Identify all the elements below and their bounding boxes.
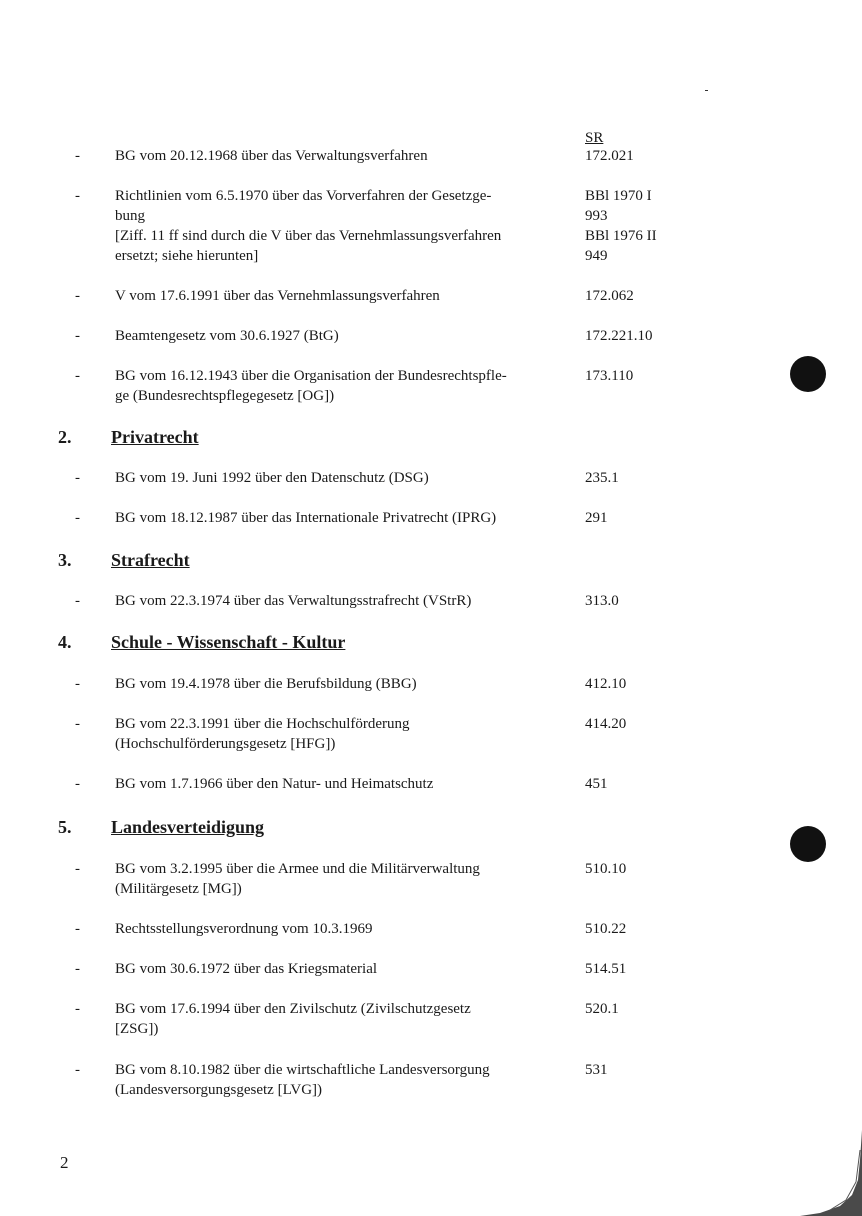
- entry-text: BG vom 19. Juni 1992 über den Datenschutz (DSG): [115, 470, 429, 486]
- dash-bullet: -: [75, 148, 80, 164]
- dash-bullet: -: [75, 716, 80, 732]
- section-title: Privatrecht: [111, 427, 199, 447]
- sr-number: 172.221.10: [585, 328, 653, 344]
- entry-text: Rechtsstellungsverordnung vom 10.3.1969: [115, 921, 373, 937]
- sr-number: 173.110: [585, 368, 634, 384]
- dash-bullet: -: [75, 593, 80, 609]
- entry-text-line: BG vom 8.10.1982 über die wirtschaftliche Landesversorgung: [115, 1062, 490, 1078]
- section-title: Strafrecht: [111, 550, 190, 570]
- sr-number: 510.10: [585, 861, 627, 877]
- scan-corner-shadow: [800, 1120, 862, 1216]
- scan-speck: [705, 90, 708, 91]
- section-title: Schule - Wissenschaft - Kultur: [111, 632, 346, 652]
- entry-text-line: (Landesversorgungsgesetz [LVG]): [115, 1082, 323, 1098]
- section-number: 5.: [58, 817, 72, 837]
- entry-text-line: [ZSG]): [115, 1021, 159, 1037]
- sr-number: 414.20: [585, 716, 627, 732]
- dash-bullet: -: [75, 921, 80, 937]
- dash-bullet: -: [75, 676, 80, 692]
- dash-bullet: -: [75, 1001, 80, 1017]
- dash-bullet: -: [75, 961, 80, 977]
- entry-text-line: bung: [115, 208, 145, 224]
- entry-text-line: BG vom 17.6.1994 über den Zivilschutz (Zivilschutzgesetz: [115, 1001, 471, 1017]
- sr-number: 172.021: [585, 148, 634, 164]
- sr-number: 412.10: [585, 676, 627, 692]
- entry-text: BG vom 30.6.1972 über das Kriegsmaterial: [115, 961, 378, 977]
- entry-text: BG vom 1.7.1966 über den Natur- und Heimatschutz: [115, 776, 434, 792]
- punch-hole-mark: [790, 826, 826, 862]
- entry-text-line: Richtlinien vom 6.5.1970 über das Vorverfahren der Gesetzge-: [115, 188, 492, 204]
- sr-number: 291: [585, 510, 608, 526]
- section-number: 4.: [58, 632, 72, 652]
- sr-number: 451: [585, 776, 608, 792]
- sr-number: 313.0: [585, 593, 619, 609]
- sr-number: 993: [585, 208, 608, 224]
- dash-bullet: -: [75, 288, 80, 304]
- sr-number: 531: [585, 1062, 608, 1078]
- dash-bullet: -: [75, 510, 80, 526]
- dash-bullet: -: [75, 188, 80, 204]
- section-title: Landesverteidigung: [111, 817, 265, 837]
- entry-text: V vom 17.6.1991 über das Vernehmlassungsverfahren: [115, 288, 440, 304]
- dash-bullet: -: [75, 368, 80, 384]
- dash-bullet: -: [75, 470, 80, 486]
- entry-text-line: BG vom 22.3.1991 über die Hochschulförderung: [115, 716, 410, 732]
- page-number: 2: [60, 1153, 69, 1172]
- entry-text: BG vom 19.4.1978 über die Berufsbildung (BBG): [115, 676, 417, 692]
- sr-column-header: SR: [585, 130, 604, 146]
- sr-number: BBl 1970 I: [585, 188, 652, 204]
- sr-number: 235.1: [585, 470, 619, 486]
- entry-text-line: ersetzt; siehe hierunten]: [115, 248, 259, 264]
- entry-text-line: (Militärgesetz [MG]): [115, 881, 242, 897]
- entry-text: Beamtengesetz vom 30.6.1927 (BtG): [115, 328, 339, 344]
- sr-number: 172.062: [585, 288, 634, 304]
- punch-hole-mark: [790, 356, 826, 392]
- entry-text: BG vom 18.12.1987 über das Internationale Privatrecht (IPRG): [115, 510, 497, 526]
- dash-bullet: -: [75, 776, 80, 792]
- entry-text: BG vom 22.3.1974 über das Verwaltungsstrafrecht (VStrR): [115, 593, 472, 609]
- dash-bullet: -: [75, 861, 80, 877]
- entry-text-line: [Ziff. 11 ff sind durch die V über das Vernehmlassungsverfahren: [115, 228, 502, 244]
- sr-number: 510.22: [585, 921, 627, 937]
- dash-bullet: -: [75, 1062, 80, 1078]
- sr-number: BBl 1976 II: [585, 228, 657, 244]
- section-number: 3.: [58, 550, 72, 570]
- dash-bullet: -: [75, 328, 80, 344]
- entry-text-line: (Hochschulförderungsgesetz [HFG]): [115, 736, 336, 752]
- entry-text-line: ge (Bundesrechtspflegegesetz [OG]): [115, 388, 335, 404]
- sr-number: 949: [585, 248, 608, 264]
- entry-text: BG vom 20.12.1968 über das Verwaltungsverfahren: [115, 148, 428, 164]
- section-number: 2.: [58, 427, 72, 447]
- sr-number: 520.1: [585, 1001, 619, 1017]
- entry-text-line: BG vom 3.2.1995 über die Armee und die Militärverwaltung: [115, 861, 480, 877]
- sr-number: 514.51: [585, 961, 627, 977]
- entry-text-line: BG vom 16.12.1943 über die Organisation der Bundesrechtspfle-: [115, 368, 507, 384]
